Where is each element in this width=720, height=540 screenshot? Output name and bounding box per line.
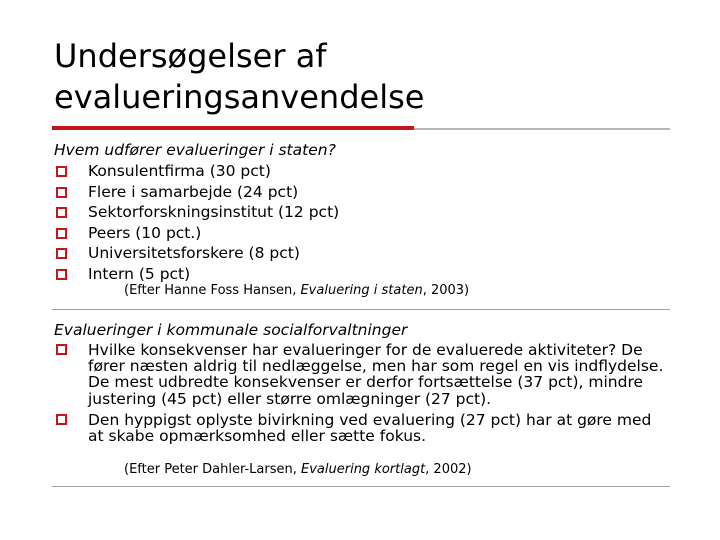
list-item-text: Hvilke konsekvenser har evalueringer for de evaluerede aktiviteter? De fører næsten aldrig til nedlæggelse, men har som regel en vis indflydelse. De mest udbredte konsekvenser er derfor fortsættelse (37 pct), mindre justering (45 pct) eller større omlægninger (27 pct).	[88, 341, 664, 408]
list-item-text: Konsulentfirma (30 pct)	[88, 162, 271, 180]
divider	[52, 486, 670, 487]
source-suffix: , 2003)	[422, 283, 470, 298]
slide-title	[54, 36, 674, 118]
list-item	[54, 264, 339, 285]
title-underline-red	[52, 126, 414, 130]
title-line-2: evalueringsanvendelse	[54, 78, 425, 116]
source-prefix: (Efter Peter Dahler-Larsen,	[124, 462, 302, 477]
section1-list	[54, 161, 339, 284]
list-item	[54, 412, 670, 444]
list-item	[54, 161, 339, 182]
list-item	[54, 223, 339, 244]
square-bullet-icon	[56, 248, 67, 259]
source-work-title: Evaluering kortlagt	[301, 462, 426, 477]
title-underline-gray	[414, 128, 670, 130]
list-item-text: Sektorforskningsinstitut (12 pct)	[88, 203, 340, 221]
section2-list	[54, 342, 670, 449]
square-bullet-icon	[56, 344, 67, 355]
square-bullet-icon	[56, 187, 67, 198]
list-item-text: Intern (5 pct)	[88, 264, 191, 283]
section2-heading: Evalueringer i kommunale socialforvaltninger	[54, 321, 408, 339]
list-item-text: Universitetsforskere (8 pct)	[88, 244, 300, 262]
divider	[52, 309, 670, 310]
list-item	[54, 243, 339, 264]
source-work-title: Evaluering i staten	[300, 283, 423, 298]
list-item-text: Den hyppigst oplyste bivirkning ved evaluering (27 pct) har at gøre med at skabe opmærksomhed eller sætte fokus.	[88, 410, 652, 446]
list-item	[54, 182, 339, 203]
source-suffix: , 2002)	[425, 462, 472, 477]
list-item-text: Peers (10 pct.)	[88, 223, 202, 242]
list-item	[54, 202, 339, 223]
square-bullet-icon	[56, 228, 67, 239]
square-bullet-icon	[56, 166, 67, 177]
square-bullet-icon	[56, 269, 67, 280]
square-bullet-icon	[56, 207, 67, 218]
source-prefix: (Efter Hanne Foss Hansen,	[124, 283, 301, 298]
square-bullet-icon	[56, 414, 67, 425]
section2-source	[124, 462, 472, 478]
title-line-1: Undersøgelser af	[54, 37, 327, 75]
section1-heading: Hvem udfører evalueringer i staten?	[54, 141, 336, 159]
list-item	[54, 342, 670, 407]
list-item-text: Flere i samarbejde (24 pct)	[88, 182, 299, 201]
section1-source	[124, 283, 469, 299]
